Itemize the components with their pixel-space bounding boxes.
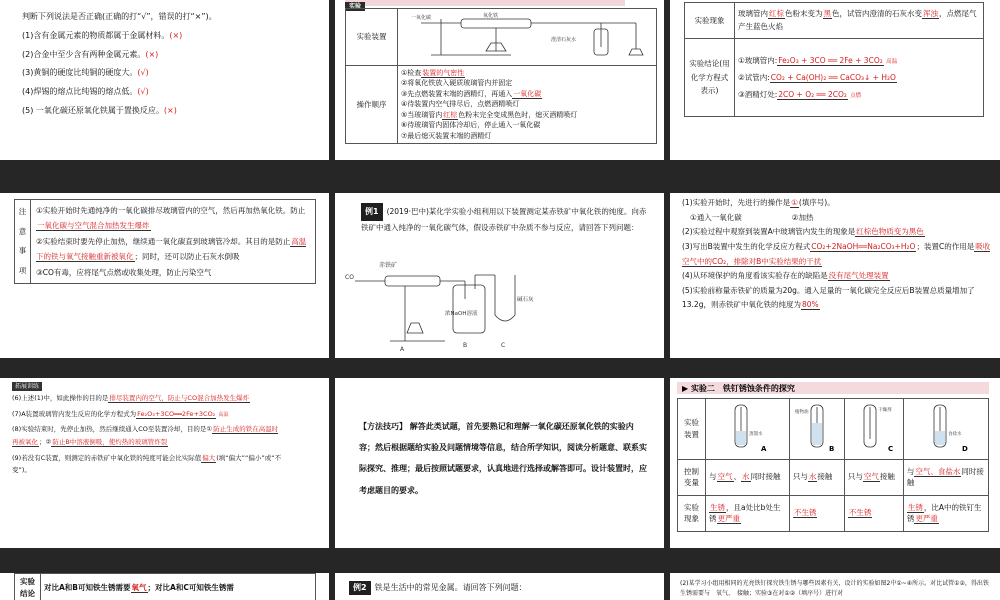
method-tips-text: 【方法技巧】 解答此类试题，首先要熟记和理解一氧化碳还原氧化铁的实验内容；然后根据题给实验及问题情境等信息，结合所学知识，阅读分析题意、联系实际探究、推理；最后按照试题要求，认真地进行选择或解答即可。设计装置时，应考虑题目的要求。 [359,422,647,495]
question-6: (6)上述(1)中，如此操作的目的是排尽装置内的空气，防止与CO混合加热发生爆炸 [12,394,250,402]
example-2-text: 例2 铁是生活中的常见金属。请回答下列问题： [349,581,527,595]
phenomena-cell: 玻璃管内红棕色粉末变为黑色，试管内澄清的石灰水变浑浊，点燃尾气产生蓝色火焰 [735,3,984,39]
question-5: (5)实验前称量赤铁矿的质量为20g。通入足量的一氧化碳完全反应后B装置总质量增加了13.2g，则赤铁矿中氧化铁的纯度为80% [682,285,975,310]
result-a: 生锈，且a处比b处生锈更严重 [706,495,790,531]
result-c: 不生锈 [844,495,903,531]
diagram-label-b: B [463,342,468,349]
question-1: (1)实验开始时，先进行的操作是①(填序号)。 [682,198,835,207]
intro-text: 判断下列说法是否正确(正确的打“√”，错误的打“×”)。 [22,12,217,21]
setup-table [345,8,657,144]
ore-purity-apparatus-diagram [345,255,545,353]
setup-diagram-cell [398,9,657,66]
precautions-content [31,200,316,284]
question-9: (9)若没有C装置，则测定的赤铁矿中氧化铁的纯度可能会比实际值偏大(填“偏大”“偏小”或“不变”)。 [12,453,282,475]
step-1: ①检查装置的气密性 [401,68,465,77]
step-4: ④待装置内空气排尽后，点燃酒精喷灯 [401,100,520,109]
diagram-label-a: A [400,346,405,353]
question-4: (4)从环境保护的角度看该实验存在的缺陷是没有尾气处理装置 [682,271,889,281]
step-6: ⑥待玻璃管内固体冷却后，停止通入一氧化碳 [401,121,541,130]
slide-3-phenomena-conclusion[interactable] [670,0,1000,160]
co-reduction-apparatus-diagram [401,11,651,59]
row-label-setup: 实验装置 [346,9,398,66]
step-3: ③先点燃装置末端的酒精灯，再通入一氧化碳 [401,89,542,98]
conclusion-label: 实验结论 [15,574,41,600]
question-2: (2)实验过程中观察到装置A中玻璃管内发生的现象是红棕色物质变为黑色 [682,227,924,237]
step-7: ⑦最后熄灭装置末端的酒精灯 [401,131,492,140]
extension-tag: 拓展训练 [12,380,42,392]
control-a: 与空气、水同时接触 [706,459,790,495]
test-tube-c-diagram [848,401,900,453]
slide-5-example-1[interactable] [335,193,664,358]
steps-cell [398,65,657,144]
svg-text:干燥剂: 干燥剂 [877,408,892,413]
header-strip [345,0,625,10]
control-d: 与空气、食盐水同时接触 [903,459,988,495]
slide-4-precautions[interactable] [0,193,329,358]
row-label-result: 实验现象 [678,495,706,531]
test-tube-d-diagram [916,401,976,453]
example-1-tag: 例1 [361,203,383,221]
control-c: 只与空气接触 [844,459,903,495]
question-8: (8)实验结束时，先停止加热，然后继续通入CO至装置冷却，目的是①防止生成的铁在高温时再被氧化；②防止B中溶液倒吸，使灼热的玻璃管炸裂 [12,425,279,447]
test-tube-b-diagram [793,401,841,453]
example-1-text: 例1 (2019·巴中)某化学实验小组利用以下装置测定某赤铁矿中氧化铁的纯度。向赤铁矿中通入纯净的一氧化碳气体，假设赤铁矿中杂质不参与反应，请回答下列问题： [361,203,651,235]
precautions-table [14,199,316,284]
control-b: 只与水接触 [789,459,844,495]
step-5: ⑤当玻璃管内红棕色粉末完全变成黑色时，熄灭酒精喷灯 [401,110,578,119]
question-1-options: ①通入一氧化碳 ②加热 [690,212,814,222]
slide-12-rust-question[interactable] [670,573,1000,600]
row-label-phenomena: 实验现象 [685,3,735,39]
svg-text:A: A [761,445,767,453]
slide-7-extension[interactable] [0,378,329,548]
row-label-control: 控制变量 [678,459,706,495]
precaution-3: ③CO有毒，应将尾气点燃或收集处理，防止污染空气 [36,267,212,277]
precaution-1: ①实验开始时先通纯净的一氧化碳排尽玻璃管内的空气，然后再加热氧化铁。防止一氧化碳与空气混合加热发生爆炸 [36,206,306,231]
section-title: ▶ 实验二 铁钉锈蚀条件的探究 [682,384,795,393]
svg-text:蒸馏水: 蒸馏水 [749,432,763,437]
rust-table [677,398,989,532]
result-table [684,2,984,117]
row-label-steps: 操作顺序 [346,65,398,144]
judgement-item-2: (2)合金中至少含有两种金属元素。(×) [22,49,159,59]
diagram-label-co: 一氧化碳 [411,15,432,21]
answers-block [682,196,992,313]
equation-2: ②试管内:CO₂ + Ca(OH)₂ ══ CaCO₃↓ + H₂O [738,72,896,82]
slide-1-true-false[interactable] [0,0,329,160]
diagram-label-c: C [501,342,506,349]
slide-11-example-2[interactable] [335,573,664,600]
svg-text:B: B [828,445,835,453]
precautions-label: 注意事项 [15,200,31,284]
question-3: (3)写出B装置中发生的化学反应方程式CO₂+2NaOH══Na₂CO₃+H₂O；装置C的作用是吸收空气中的CO₂，排除对B中实验结果的干扰 [682,241,991,266]
svg-text:植物油: 植物油 [794,410,809,415]
svg-text:食盐水: 食盐水 [947,432,962,437]
equation-1: ①玻璃管内:Fe₂O₃ + 3CO ══ 2Fe + 3CO₂ 高温 [738,55,898,65]
test-tube-a-diagram [717,401,777,453]
judgement-item-1: (1)含有金属元素的物质都属于金属材料。(×) [22,30,183,40]
tube-b [789,399,844,460]
conclusion-text: 对比A和B可知铁生锈需要氧气；对比A和C可知铁生锈需 [41,574,316,600]
extension-questions [12,392,282,477]
header-label: 实验 [345,2,365,11]
judgement-item-3: (3)黄铜的硬度比纯铜的硬度大。(√) [22,68,149,78]
slide-8-method-tips[interactable] [335,378,664,548]
diagram-label-limewater: 澄清石灰水 [551,37,577,43]
diagram-label-co: CO [345,274,354,281]
rust-question-text: (2)某学习小组用相同的光亮铁钉探究铁生锈与哪些因素有关，设计的实验如图2中①~④所示。对比试管①②，得出铁生锈需要与 氧气、 接触；实验③在对①②（填序号）进行对 [680,580,989,598]
judgement-item-5: (5) 一氧化碳还原氧化铁属于置换反应。(×) [22,105,177,115]
precaution-2: ②实验结束时要先停止加热，继续通一氧化碳直到玻璃管冷却。其目的是防止高温下的铁与氧气接触重新被氧化；同时，还可以防止石灰水倒吸 [36,236,307,262]
slide-9-rust-conditions[interactable] [670,378,1000,548]
svg-text:C: C [887,445,893,453]
diagram-label-naoh: 浓NaOH溶液 [445,311,478,317]
diagram-label-hematite: 赤铁矿 [379,262,398,269]
example-2-tag: 例2 [349,581,371,595]
slide-6-answers-1[interactable] [670,193,1000,358]
row-label-setup: 实验装置 [678,399,706,460]
result-d: 生锈，比A中的铁钉生锈更严重 [903,495,988,531]
judgement-item-4: (4)焊锡的熔点比纯锡的熔点低。(√) [22,87,149,97]
step-2: ②将氧化铁放入硬质玻璃管内并固定 [401,79,513,88]
svg-text:D: D [961,445,968,453]
tube-a [706,399,790,460]
title-strip [677,382,989,394]
row-label-conclusion: 实验结论(用化学方程式表示) [685,39,735,117]
diagram-label-soda-lime: 碱石灰 [517,297,534,303]
equation-3: ③酒精灯处:2CO + O₂ ══ 2CO₂ 点燃 [738,90,862,100]
equations-cell [735,39,984,117]
slide-10-conclusion[interactable] [0,573,329,600]
question-7: (7)A装置玻璃管内发生反应的化学方程式为Fe₂O₃+3CO══2Fe+3CO₂ 高温 [12,409,229,418]
tube-d [903,399,988,460]
tube-c [844,399,903,460]
slide-2-experiment-setup[interactable] [335,0,664,160]
diagram-label-fe2o3: 氧化铁 [483,13,499,19]
conclusion-table [14,573,316,600]
result-b: 不生锈 [789,495,844,531]
